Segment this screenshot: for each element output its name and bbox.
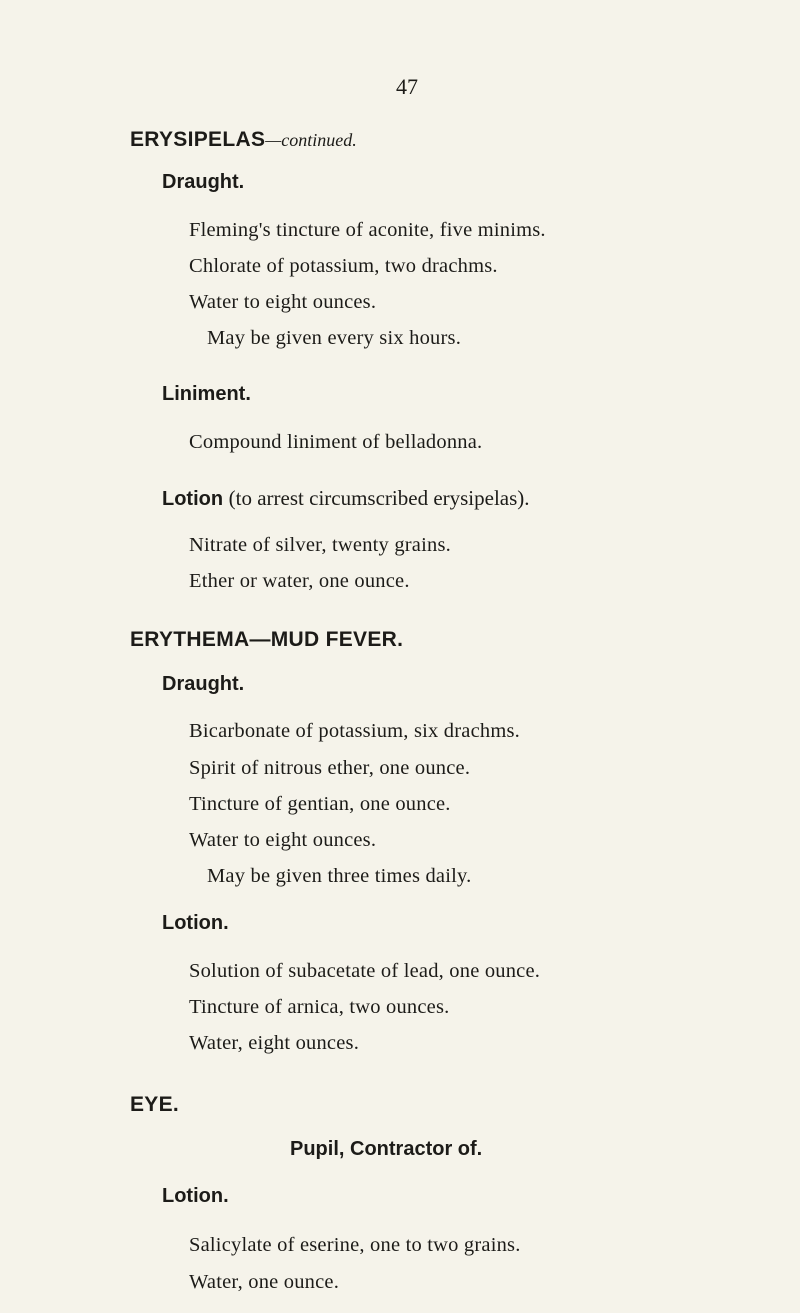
erysipelas-draught-line-1: Fleming's tincture of aconite, five minims. xyxy=(189,219,546,241)
erythema-lotion-line-3: Water, eight ounces. xyxy=(189,1032,360,1054)
erysipelas-lotion-label: Lotion xyxy=(162,488,224,510)
erythema-draught-line-3: Tincture of gentian, one ounce. xyxy=(189,793,451,815)
erysipelas-draught-label: Draught. xyxy=(162,171,245,193)
erythema-draught-line-1: Bicarbonate of potassium, six drachms. xyxy=(189,720,520,742)
eye-heading: EYE. xyxy=(130,1093,180,1116)
erythema-draught-label: Draught. xyxy=(162,673,245,695)
erysipelas-heading xyxy=(130,128,357,152)
erysipelas-lotion-line-2: Ether or water, one ounce. xyxy=(189,570,410,592)
continued-note: —continued. xyxy=(265,130,357,150)
erythema-draught-direction: May be given three times daily. xyxy=(207,865,472,887)
erythema-draught-line-4: Water to eight ounces. xyxy=(189,829,377,851)
eye-subheading: Pupil, Contractor of. xyxy=(290,1138,483,1160)
erysipelas-lotion-note: (to arrest circumscribed erysipelas). xyxy=(228,486,530,510)
erysipelas-draught-line-2: Chlorate of potassium, two drachms. xyxy=(189,255,498,277)
erysipelas-lotion-heading xyxy=(162,486,530,511)
eye-lotion-line-2: Water, one ounce. xyxy=(189,1271,340,1293)
erythema-lotion-label: Lotion. xyxy=(162,912,229,934)
erythema-lotion-line-2: Tincture of arnica, two ounces. xyxy=(189,996,450,1018)
erysipelas-title: ERYSIPELAS xyxy=(130,128,266,151)
erysipelas-draught-line-3: Water to eight ounces. xyxy=(189,291,377,313)
eye-lotion-label: Lotion. xyxy=(162,1185,229,1207)
erysipelas-draught-direction: May be given every six hours. xyxy=(207,327,462,349)
erythema-heading: ERYTHEMA—MUD FEVER. xyxy=(130,628,404,651)
erysipelas-liniment-line-1: Compound liniment of belladonna. xyxy=(189,431,483,453)
erythema-draught-line-2: Spirit of nitrous ether, one ounce. xyxy=(189,757,471,779)
erythema-lotion-line-1: Solution of subacetate of lead, one ounce. xyxy=(189,960,541,982)
erysipelas-liniment-label: Liniment. xyxy=(162,383,251,405)
eye-lotion-line-1: Salicylate of eserine, one to two grains. xyxy=(189,1234,521,1256)
page-number: 47 xyxy=(396,74,418,99)
erysipelas-lotion-line-1: Nitrate of silver, twenty grains. xyxy=(189,534,451,556)
